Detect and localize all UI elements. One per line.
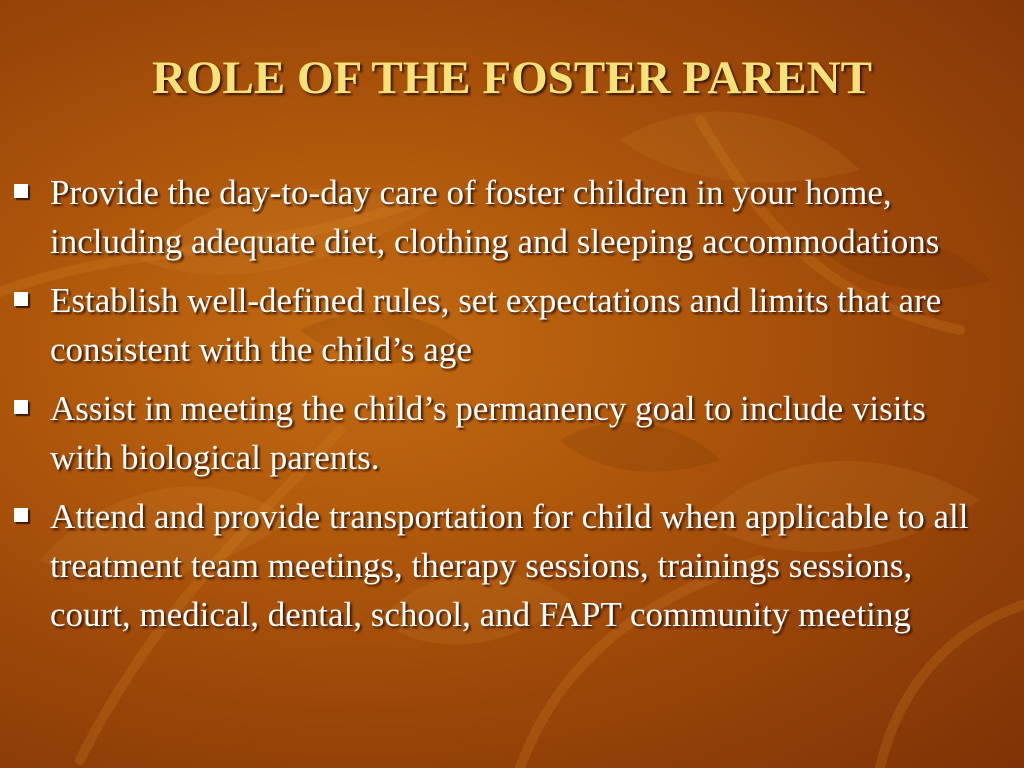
square-bullet-icon (14, 184, 28, 198)
bullet-list (14, 168, 974, 649)
square-bullet-icon (14, 508, 28, 522)
bullet-text: Attend and provide transportation for child when applicable to all treatment team meetings, therapy sessions, trainings sessions, court, medical, dental, school, and FAPT community meeting (50, 497, 969, 634)
list-item (14, 384, 974, 482)
slide-title: ROLE OF THE FOSTER PARENT (152, 52, 872, 104)
list-item (14, 168, 974, 266)
bullet-text: Establish well-defined rules, set expectations and limits that are consistent with the child’s age (50, 281, 942, 369)
list-item (14, 276, 974, 374)
square-bullet-icon (14, 292, 28, 306)
bullet-text: Assist in meeting the child’s permanency goal to include visits with biological parents. (50, 389, 926, 477)
list-item (14, 492, 974, 639)
square-bullet-icon (14, 400, 28, 414)
bullet-text: Provide the day-to-day care of foster children in your home, including adequate diet, clothing and sleeping accommodations (50, 173, 940, 261)
